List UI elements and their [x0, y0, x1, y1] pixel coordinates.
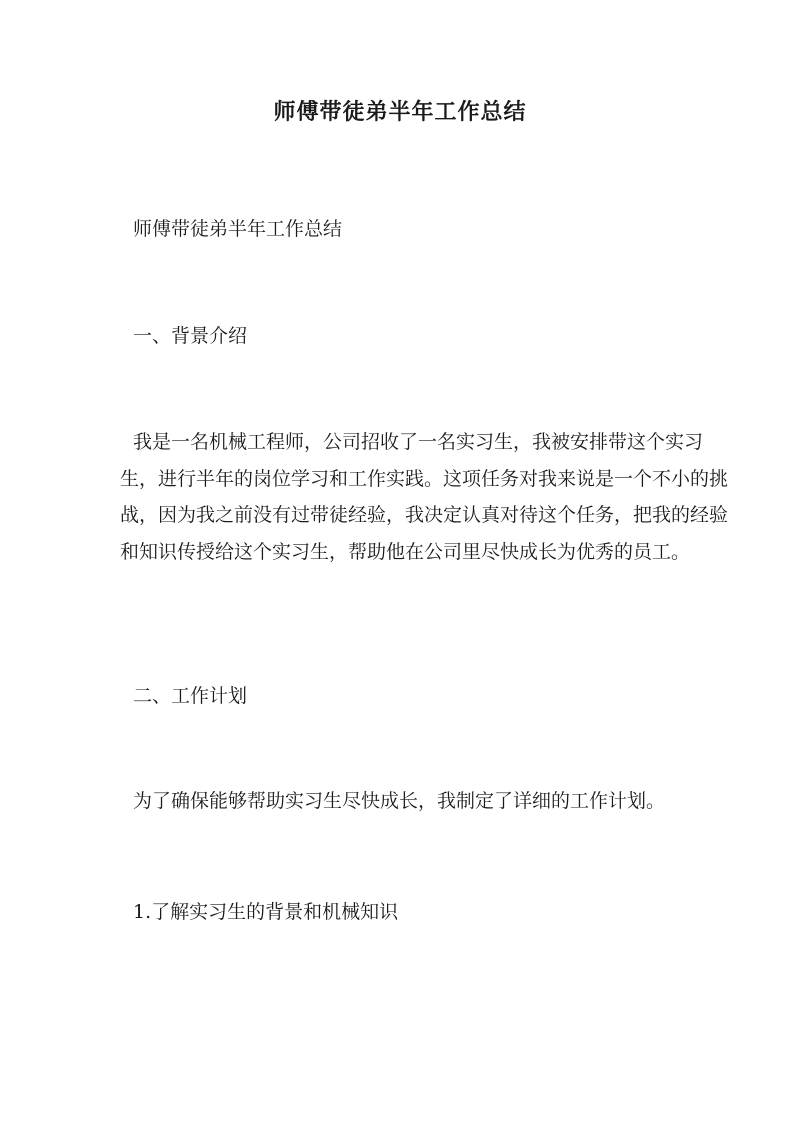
document-title: 师傅带徒弟半年工作总结: [273, 99, 527, 125]
section-paragraph-work-plan: 为了确保能够帮助实习生尽快成长，我制定了详细的工作计划。: [133, 790, 666, 812]
paragraph-line: 和知识传授给这个实习生，帮助他在公司里尽快成长为优秀的员工。: [120, 540, 691, 563]
section-paragraph-background: [120, 424, 729, 570]
paragraph-line: 生，进行半年的岗位学习和工作实践。这项任务对我来说是一个不小的挑: [120, 467, 729, 490]
section-heading-work-plan: 二、工作计划: [133, 685, 248, 707]
paragraph-line: 战，因为我之前没有过带徒经验，我决定认真对待这个任务，把我的经验: [120, 504, 729, 526]
list-item-1: 1.了解实习生的背景和机械知识: [133, 901, 399, 923]
document-subtitle: 师傅带徒弟半年工作总结: [133, 218, 343, 240]
paragraph-line: 我是一名机械工程师，公司招收了一名实习生，我被安排带这个实习: [133, 431, 704, 453]
section-heading-background: 一、背景介绍: [133, 325, 248, 347]
